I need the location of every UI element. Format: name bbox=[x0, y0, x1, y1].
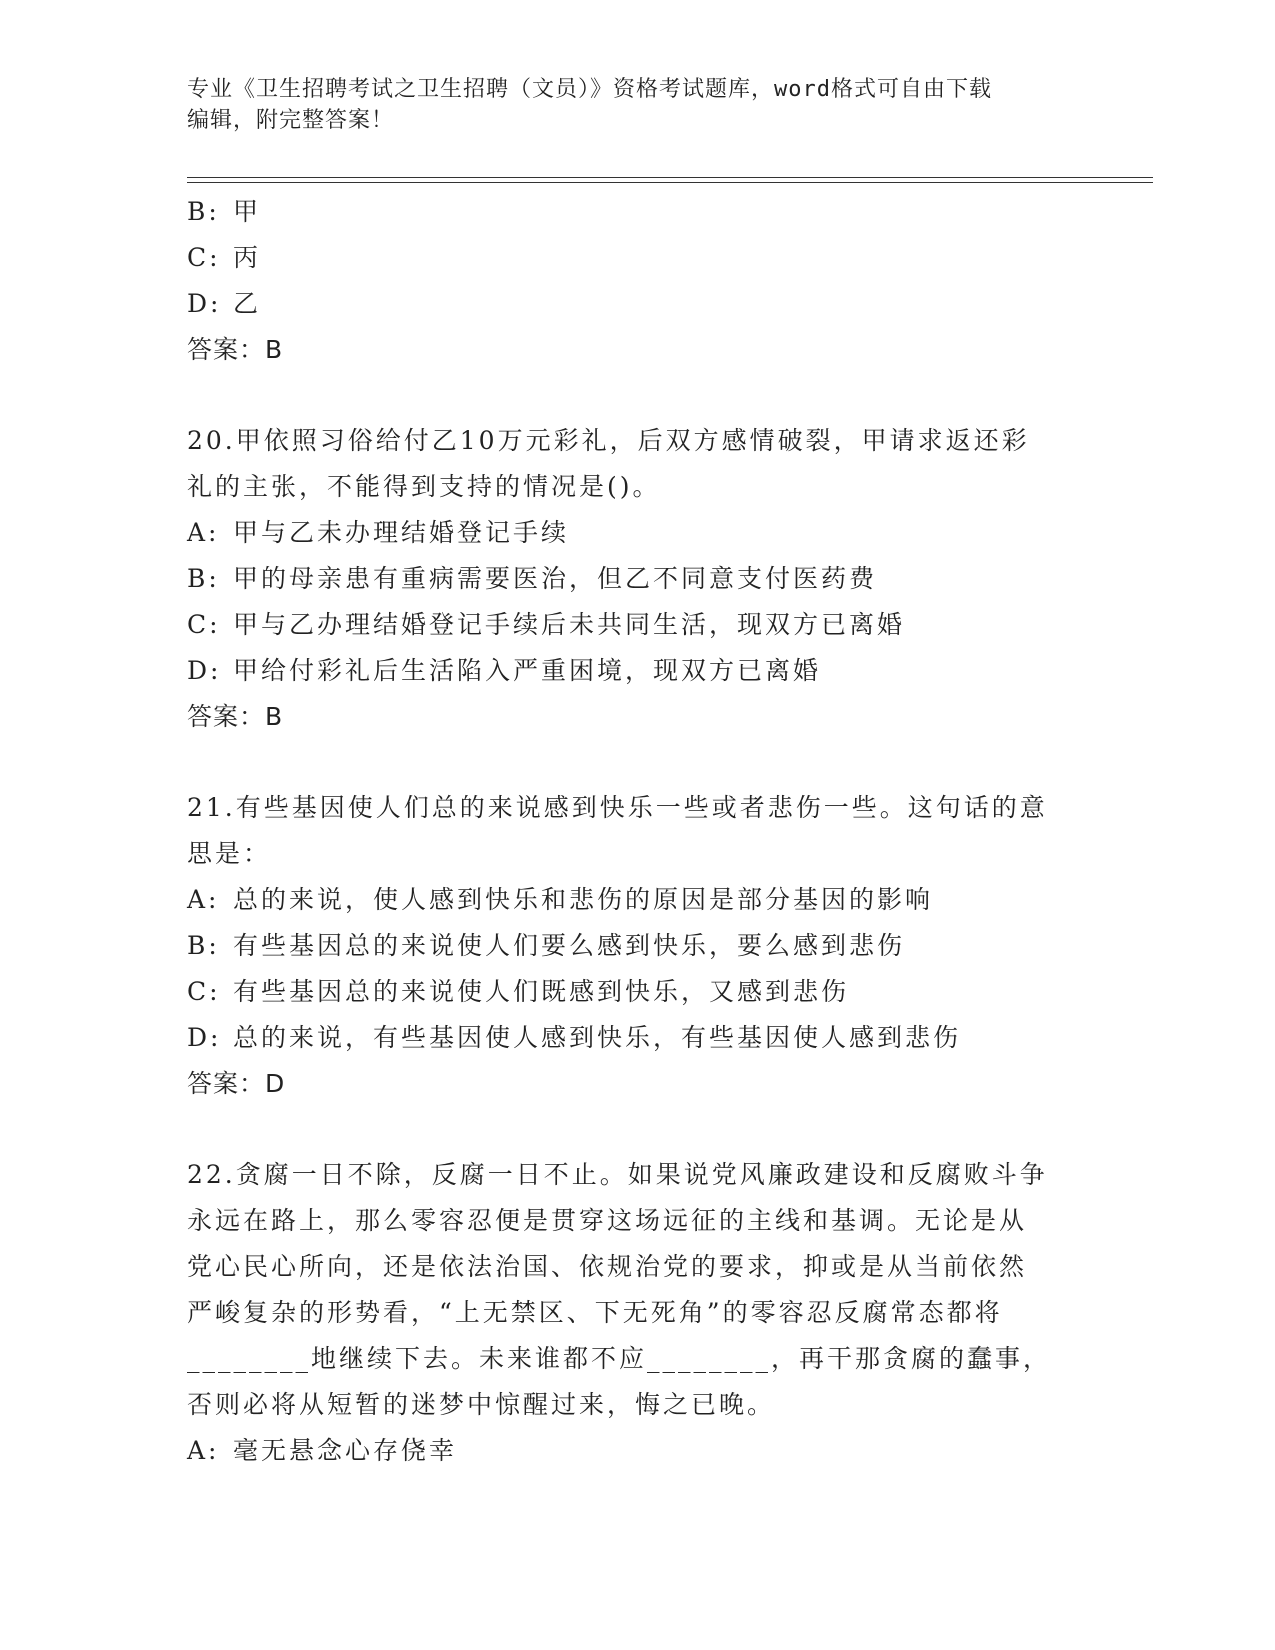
option-d bbox=[187, 1015, 1087, 1061]
spacer bbox=[187, 373, 1087, 418]
option-text: 有些基因总的来说使人们要么感到快乐，要么感到悲伤 bbox=[233, 931, 906, 960]
option-a bbox=[187, 877, 1087, 923]
option-text: 甲与乙未办理结婚登记手续 bbox=[233, 518, 570, 547]
question-stem-line: 党心民心所向，还是依法治国、依规治党的要求，抑或是从当前依然 bbox=[187, 1252, 1028, 1281]
question-stem-line: 思是： bbox=[187, 839, 272, 868]
header-line-1: 专业《卫生招聘考试之卫生招聘（文员）》资格考试题库，word格式可自由下载 bbox=[187, 77, 992, 102]
question-stem-line: 20.甲依照习俗给付乙10万元彩礼，后双方感情破裂，甲请求返还彩 bbox=[187, 426, 1030, 455]
question-stem-line: 否则必将从短暂的迷梦中惊醒过来，悔之已晚。 bbox=[187, 1390, 776, 1419]
header-rule-bottom bbox=[187, 182, 1153, 183]
option-text: 总的来说，有些基因使人感到快乐，有些基因使人感到悲伤 bbox=[233, 1023, 962, 1052]
question-stem-line: 21.有些基因使人们总的来说感到快乐一些或者悲伤一些。这句话的意 bbox=[187, 793, 1048, 822]
option-c bbox=[187, 969, 1087, 1015]
question-20 bbox=[187, 418, 1087, 740]
option-b bbox=[187, 556, 1087, 602]
option-b bbox=[187, 189, 1087, 235]
option-text: 甲 bbox=[233, 197, 262, 226]
question-22 bbox=[187, 1152, 1087, 1474]
option-c bbox=[187, 602, 1087, 648]
option-b bbox=[187, 923, 1087, 969]
spacer bbox=[187, 1107, 1087, 1152]
option-label: B: bbox=[187, 564, 220, 593]
option-text: 丙 bbox=[233, 243, 262, 272]
option-label: D: bbox=[187, 289, 222, 318]
question-stem-line: ________地继续下去。未来谁都不应________，再干那贪腐的蠢事， bbox=[187, 1344, 1052, 1373]
question-stem-line: 严峻复杂的形势看，“上无禁区、下无死角”的零容忍反腐常态都将 bbox=[187, 1298, 1003, 1327]
question-list bbox=[187, 189, 1087, 1474]
option-text: 有些基因总的来说使人们既感到快乐，又感到悲伤 bbox=[233, 977, 850, 1006]
question-21 bbox=[187, 785, 1087, 1107]
option-text: 甲的母亲患有重病需要医治，但乙不同意支付医药费 bbox=[233, 564, 878, 593]
option-label: C: bbox=[187, 977, 221, 1006]
option-label: A: bbox=[187, 885, 220, 914]
document-header bbox=[187, 74, 1087, 136]
option-text: 乙 bbox=[233, 289, 262, 318]
question-19-tail bbox=[187, 189, 1087, 373]
option-label: B: bbox=[187, 931, 220, 960]
question-stem-line: 永远在路上，那么零容忍便是贯穿这场远征的主线和基调。无论是从 bbox=[187, 1206, 1028, 1235]
header-line-2: 编辑，附完整答案！ bbox=[187, 108, 395, 133]
option-a bbox=[187, 510, 1087, 556]
option-d bbox=[187, 648, 1087, 694]
answer-line: 答案：B bbox=[187, 702, 284, 731]
spacer bbox=[187, 740, 1087, 785]
question-stem-line: 22.贪腐一日不除，反腐一日不止。如果说党风廉政建设和反腐败斗争 bbox=[187, 1160, 1048, 1189]
option-d bbox=[187, 281, 1087, 327]
option-label: C: bbox=[187, 610, 221, 639]
option-label: C: bbox=[187, 243, 221, 272]
option-label: D: bbox=[187, 656, 222, 685]
question-stem-line: 礼的主张，不能得到支持的情况是()。 bbox=[187, 472, 661, 501]
option-label: A: bbox=[187, 1436, 220, 1465]
option-text: 总的来说，使人感到快乐和悲伤的原因是部分基因的影响 bbox=[233, 885, 934, 914]
option-label: B: bbox=[187, 197, 220, 226]
option-text: 毫无悬念心存侥幸 bbox=[233, 1436, 458, 1465]
option-a bbox=[187, 1428, 1087, 1474]
answer-line: 答案：D bbox=[187, 1069, 286, 1098]
option-label: A: bbox=[187, 518, 220, 547]
option-c bbox=[187, 235, 1087, 281]
answer-line: 答案：B bbox=[187, 335, 284, 364]
option-text: 甲给付彩礼后生活陷入严重困境，现双方已离婚 bbox=[233, 656, 822, 685]
option-label: D: bbox=[187, 1023, 222, 1052]
header-rule-top bbox=[187, 177, 1153, 178]
option-text: 甲与乙办理结婚登记手续后未共同生活，现双方已离婚 bbox=[233, 610, 906, 639]
